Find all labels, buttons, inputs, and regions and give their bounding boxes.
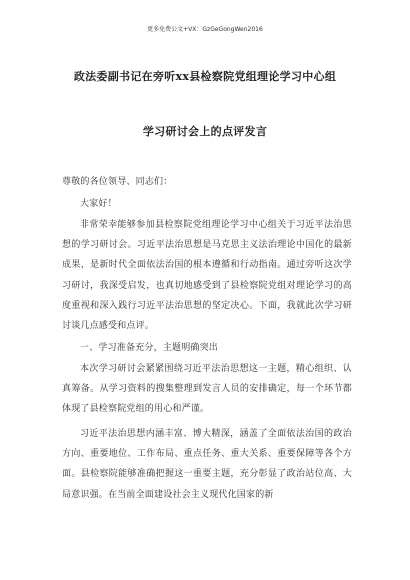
- section-heading-1: 一、学习准备充分，主题明确突出: [80, 343, 219, 353]
- greeting: 大家好！: [80, 199, 117, 209]
- header-watermark: 更多免费公文+VX：GzGeGongWen2016: [147, 26, 263, 33]
- body-paragraph-3: 习近平法治思想内涵丰富、博大精深，涵盖了全面依法治国的政治方向、重要地位、工作布局、重点任务、重大关系、重要保障等各个方面。县检察院能够准确把握这一重要主题，充分彰显了政治站位高、大局意识强。在当前全面建设社会主义现代化国家的新: [62, 429, 352, 500]
- document-title-line-1: 政法委副书记在旁听xx县检察院党组理论学习中心组: [73, 70, 337, 83]
- salutation: 尊敬的各位领导、同志们：: [62, 177, 173, 187]
- body-paragraph-2: 本次学习研讨会紧紧围绕习近平法治思想这一主题，精心组织、认真筹备。从学习资料的搜集整理到发言人员的安排确定，每一个环节都体现了县检察院党组的用心和严谨。: [62, 364, 352, 415]
- document-title-line-2: 学习研讨会上的点评发言: [142, 125, 268, 138]
- body-paragraph-1: 非常荣幸能够参加县检察院党组理论学习中心组关于习近平法治思想的学习研讨会。习近平法治思想是马克思主义法治理论中国化的最新成果，是新时代全面依法治国的根本遵循和行动指南。通过旁听这次学习研讨，我深受启发，也真切地感受到了县检察院党组对理论学习的高度重视和深入践行习近平法治思想的坚定决心。下面，我就此次学习研讨谈几点感受和点评。: [62, 220, 352, 332]
